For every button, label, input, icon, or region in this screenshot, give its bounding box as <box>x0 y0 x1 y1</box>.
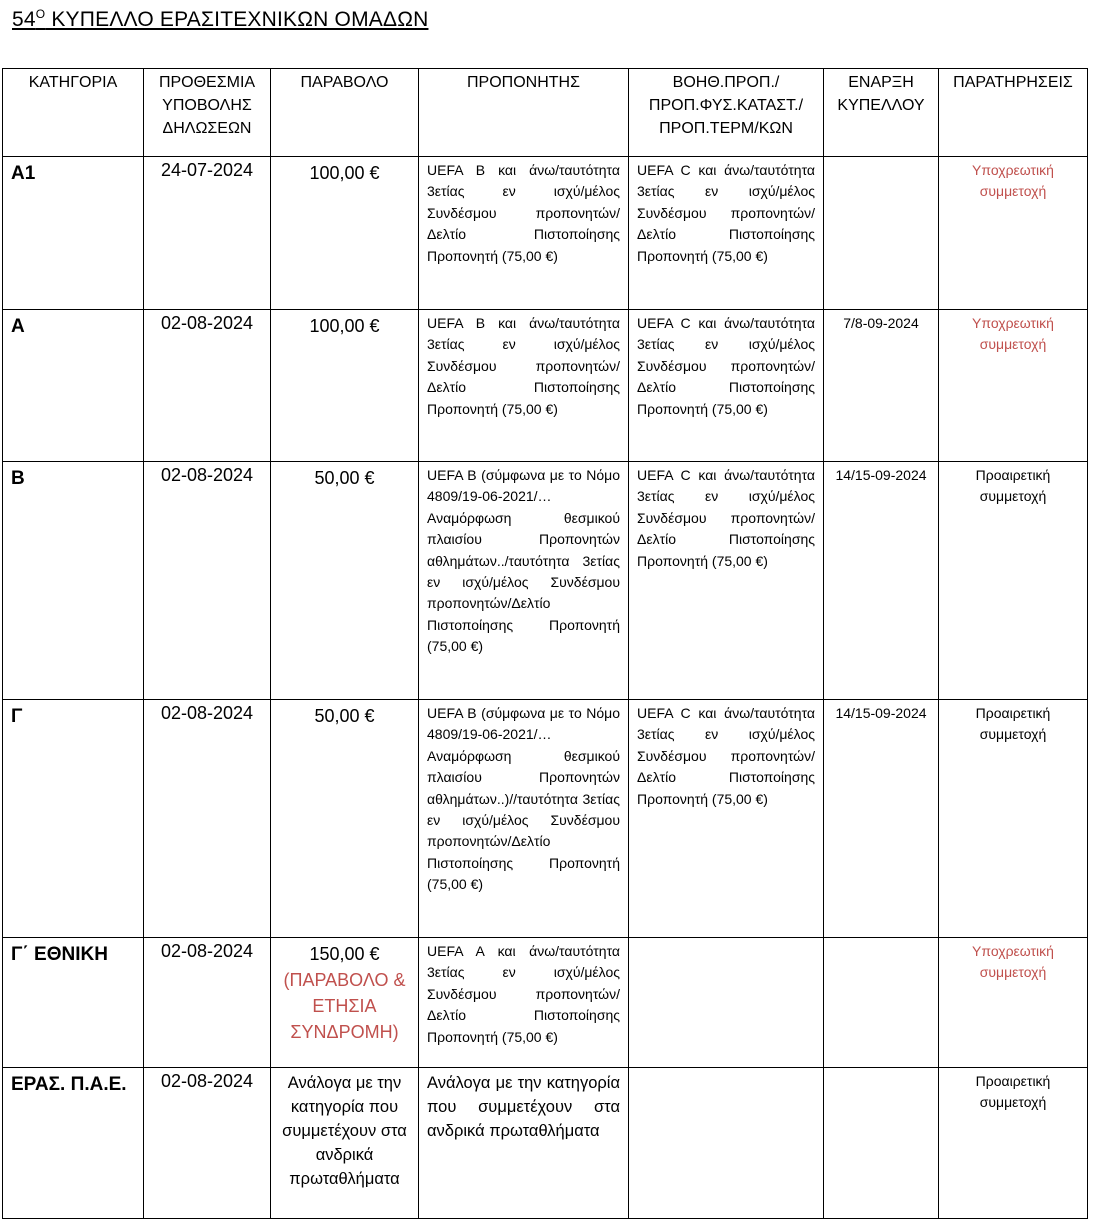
assistant-cell: UEFA C και άνω/ταυτότητα 3ετίας εν ισχύ/μέλος Συνδέσμου προπονητών/Δελτίο Πιστοποίησης Προπονητή (75,00 €) <box>629 462 824 700</box>
deadline-cell: 02-08-2024 <box>144 938 271 1068</box>
header-fee: ΠΑΡΑΒΟΛΟ <box>271 69 419 157</box>
deadline-cell: 02-08-2024 <box>144 700 271 938</box>
header-coach: ΠΡΟΠΟΝΗΤΗΣ <box>419 69 629 157</box>
fee-note: (ΠΑΡΑΒΟΛΟ & ΕΤΗΣΙΑ ΣΥΝΔΡΟΜΗ) <box>283 970 406 1042</box>
coach-cell: UEFA B (σύμφωνα με το Νόμο 4809/19-06-2021/…Αναμόρφωση θεσμικού πλαισίου Προπονητών αθλημάτων../ταυτότητα 3ετίας εν ισχύ/μέλος Συνδέσμου προπονητών/Δελτίο Πιστοποίησης Προπονητή (75,00 €) <box>419 462 629 700</box>
fee-cell <box>271 1068 419 1219</box>
coach-cell: Ανάλογα με την κατηγορία που συμμετέχουν στα ανδρικά πρωταθλήματα <box>419 1068 629 1219</box>
coach-cell: UEFA A και άνω/ταυτότητα 3ετίας εν ισχύ/μέλος Συνδέσμου προπονητών/Δελτίο Πιστοποίησης Προπονητή (75,00 €) <box>419 938 629 1068</box>
page-title <box>12 8 428 32</box>
notes-cell: Προαιρετική συμμετοχή <box>939 700 1088 938</box>
fee-value: 100,00 € <box>309 316 380 336</box>
category-cell: Α1 <box>3 157 144 310</box>
table-row <box>3 1068 1088 1219</box>
notes-cell: Υποχρεωτική συμμετοχή <box>939 938 1088 1068</box>
assistant-cell <box>629 1068 824 1219</box>
table-row <box>3 700 1088 938</box>
notes-cell: Υποχρεωτική συμμετοχή <box>939 157 1088 310</box>
fee-cell <box>271 310 419 462</box>
fee-cell <box>271 157 419 310</box>
title-number: 54 <box>12 8 36 31</box>
category-cell: Γ΄ ΕΘΝΙΚΗ <box>3 938 144 1068</box>
fee-value: 150,00 € <box>309 944 380 964</box>
category-cell: Β <box>3 462 144 700</box>
start-cell <box>824 938 939 1068</box>
fee-cell <box>271 700 419 938</box>
category-cell: Γ <box>3 700 144 938</box>
notes-cell: Υποχρεωτική συμμετοχή <box>939 310 1088 462</box>
assistant-cell: UEFA C και άνω/ταυτότητα 3ετίας εν ισχύ/μέλος Συνδέσμου προπονητών/Δελτίο Πιστοποίησης Προπονητή (75,00 €) <box>629 700 824 938</box>
header-category: ΚΑΤΗΓΟΡΙΑ <box>3 69 144 157</box>
notes-cell: Προαιρετική συμμετοχή <box>939 462 1088 700</box>
header-notes: ΠΑΡΑΤΗΡΗΣΕΙΣ <box>939 69 1088 157</box>
coach-cell: UEFA B και άνω/ταυτότητα 3ετίας εν ισχύ/μέλος Συνδέσμου προπονητών/Δελτίο Πιστοποίησης Προπονητή (75,00 €) <box>419 310 629 462</box>
table-row <box>3 938 1088 1068</box>
cup-table <box>2 68 1088 1219</box>
table-row <box>3 462 1088 700</box>
assistant-cell: UEFA C και άνω/ταυτότητα 3ετίας εν ισχύ/μέλος Συνδέσμου προπονητών/Δελτίο Πιστοποίησης Προπονητή (75,00 €) <box>629 157 824 310</box>
start-cell: 14/15-09-2024 <box>824 462 939 700</box>
fee-value: 100,00 € <box>309 163 380 183</box>
header-start: ΕΝΑΡΞΗ ΚΥΠΕΛΛΟΥ <box>824 69 939 157</box>
deadline-cell: 02-08-2024 <box>144 310 271 462</box>
category-cell: Α <box>3 310 144 462</box>
title-text: ΚΥΠΕΛΛΟ ΕΡΑΣΙΤΕΧΝΙΚΩΝ ΟΜΑΔΩΝ <box>45 8 429 31</box>
coach-cell: UEFA B (σύμφωνα με το Νόμο 4809/19-06-2021/…Αναμόρφωση θεσμικού πλαισίου Προπονητών αθλημάτων..)//ταυτότητα 3ετίας εν ισχύ/μέλος Συνδέσμου προπονητών/Δελτίο Πιστοποίησης Προπονητή (75,00 €) <box>419 700 629 938</box>
fee-value: 50,00 € <box>314 468 375 488</box>
title-superscript: Ο <box>35 7 46 21</box>
fee-cell <box>271 938 419 1068</box>
deadline-cell: 24-07-2024 <box>144 157 271 310</box>
start-cell <box>824 1068 939 1219</box>
header-row <box>3 69 1088 157</box>
notes-cell: Προαιρετική συμμετοχή <box>939 1068 1088 1219</box>
category-cell: ΕΡΑΣ. Π.Α.Ε. <box>3 1068 144 1219</box>
start-cell <box>824 157 939 310</box>
assistant-cell <box>629 938 824 1068</box>
deadline-cell: 02-08-2024 <box>144 1068 271 1219</box>
start-cell: 7/8-09-2024 <box>824 310 939 462</box>
fee-value: 50,00 € <box>314 706 375 726</box>
header-deadline: ΠΡΟΘΕΣΜΙΑ ΥΠΟΒΟΛΗΣ ΔΗΛΩΣΕΩΝ <box>144 69 271 157</box>
table-row <box>3 310 1088 462</box>
assistant-cell: UEFA C και άνω/ταυτότητα 3ετίας εν ισχύ/μέλος Συνδέσμου προπονητών/Δελτίο Πιστοποίησης Προπονητή (75,00 €) <box>629 310 824 462</box>
coach-cell: UEFA B και άνω/ταυτότητα 3ετίας εν ισχύ/μέλος Συνδέσμου προπονητών/Δελτίο Πιστοποίησης Προπονητή (75,00 €) <box>419 157 629 310</box>
start-cell: 14/15-09-2024 <box>824 700 939 938</box>
header-assistant: ΒΟΗΘ.ΠΡΟΠ./ ΠΡΟΠ.ΦΥΣ.ΚΑΤΑΣΤ./ ΠΡΟΠ.ΤΕΡΜ/ΚΩΝ <box>629 69 824 157</box>
deadline-cell: 02-08-2024 <box>144 462 271 700</box>
table-row <box>3 157 1088 310</box>
fee-value: Ανάλογα με την κατηγορία που συμμετέχουν στα ανδρικά πρωταθλήματα <box>282 1074 407 1188</box>
fee-cell <box>271 462 419 700</box>
